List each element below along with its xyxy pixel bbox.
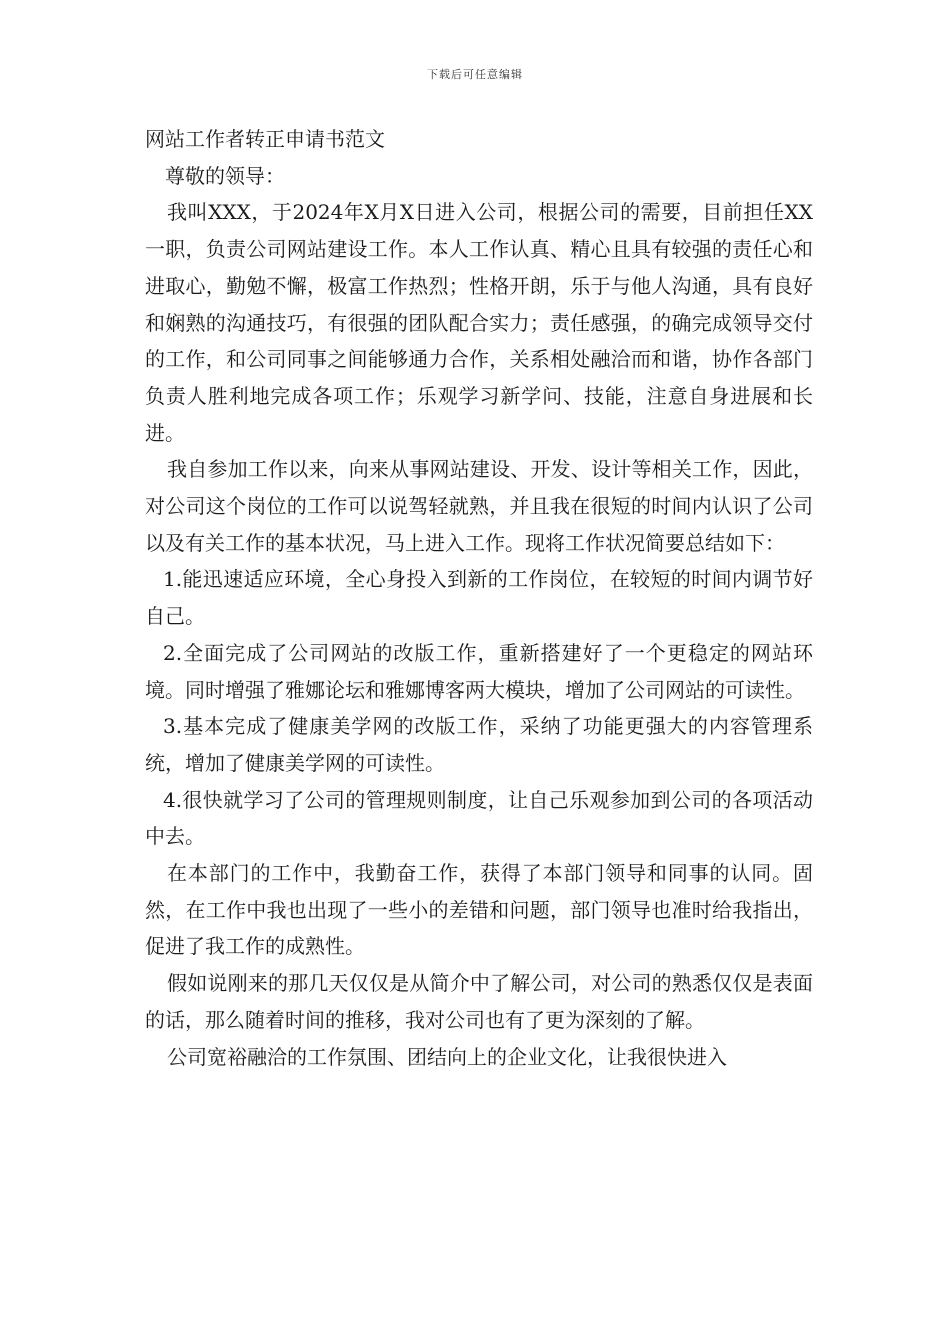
paragraph-experience: 我自参加工作以来，向来从事网站建设、开发、设计等相关工作，因此，对公司这个岗位的工作可以说驾轻就熟，并且我在很短的时间内认识了公司以及有关工作的基本状况，马上进入工作。现将工作状况简要总结如下：	[145, 457, 813, 555]
list-item: 3.基本完成了健康美学网的改版工作，采纳了功能更强大的内容管理系统，增加了健康美学网的可读性。	[145, 714, 813, 775]
greeting: 尊敬的领导：	[165, 163, 285, 188]
paragraph-culture: 公司宽裕融洽的工作氛围、团结向上的企业文化，让我很快进入	[167, 1044, 727, 1069]
document-title: 网站工作者转正申请书范文	[145, 127, 385, 151]
paragraph-intro: 我叫XXX，于2024年X月X日进入公司，根据公司的需要，目前担任XX一职，负责公司网站建设工作。本人工作认真、精心且具有较强的责任心和进取心，勤勉不懈，极富工作热烈；性格开朗，乐于与他人沟通，具有良好和娴熟的沟通技巧，有很强的团队配合实力；责任感强，的确完成领导交付的工作，和公司同事之间能够通力合作，关系相处融洽而和谐，协作各部门负责人胜利地完成各项工作；乐观学习新学问、技能，注意自身进展和长进。	[145, 200, 813, 445]
document-body	[145, 121, 813, 1075]
list-item: 2.全面完成了公司网站的改版工作，重新搭建好了一个更稳定的网站环境。同时增强了雅娜论坛和雅娜博客两大模块，增加了公司网站的可读性。	[145, 640, 813, 702]
paragraph-understanding: 假如说刚来的那几天仅仅是从简介中了解公司，对公司的熟悉仅仅是表面的话，那么随着时间的推移，我对公司也有了更为深刻的了解。	[145, 971, 813, 1032]
list-item: 4.很快就学习了公司的管理规则制度，让自己乐观参加到公司的各项活动中去。	[145, 787, 813, 849]
page-header-note: 下载后可任意编辑	[427, 68, 523, 81]
list-item: 1.能迅速适应环境，全心身投入到新的工作岗位，在较短的时间内调节好自己。	[145, 567, 813, 629]
paragraph-department: 在本部门的工作中，我勤奋工作，获得了本部门领导和同事的认同。固然，在工作中我也出现了一些小的差错和问题，部门领导也准时给我指出，促进了我工作的成熟性。	[145, 861, 813, 959]
